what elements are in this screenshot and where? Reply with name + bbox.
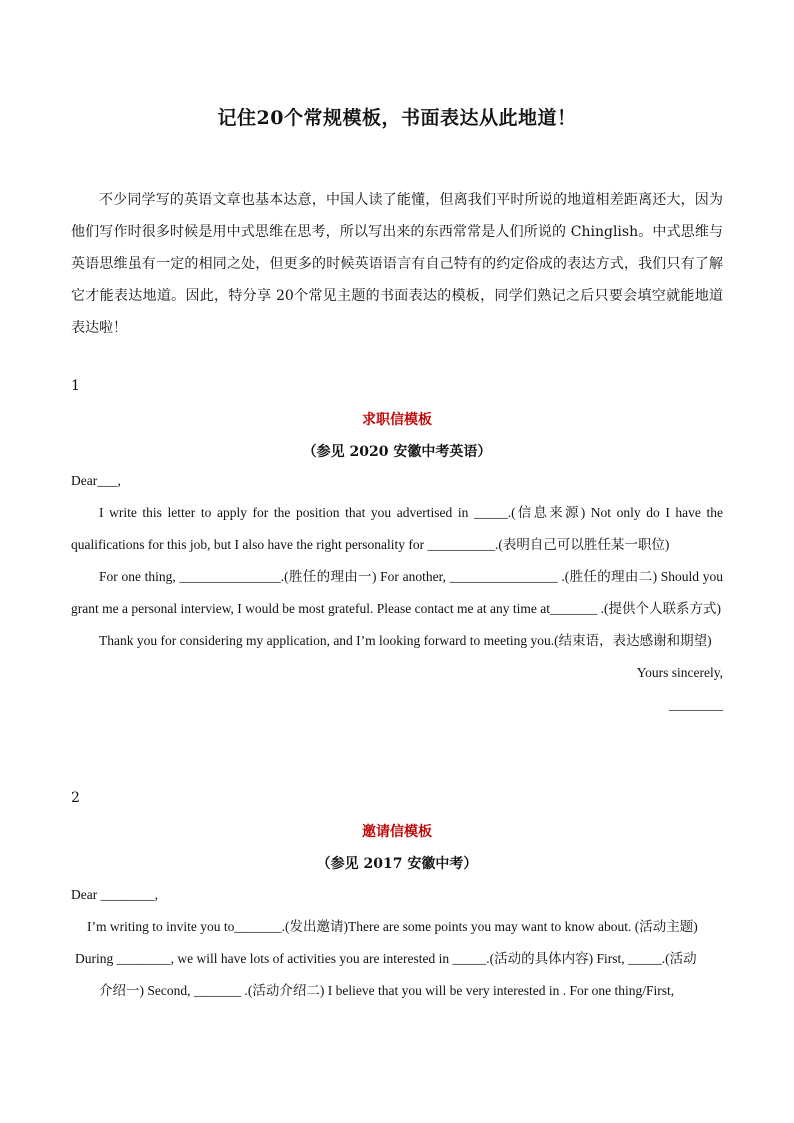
section-number: 1	[71, 378, 80, 394]
page-title: 记住20个常规模板，书面表达从此地道！	[217, 107, 577, 129]
letter-paragraph: For one thing, _______________.(胜任的理由一) For another, ________________ .(胜任的理由二) Should you grant me a personal interview, I would be most grateful. Please contact me at any time at_______ .(提供个人联系方式)	[71, 569, 723, 616]
section-subtitle: （参见 2017 安徽中考）	[316, 856, 478, 872]
section-title: 邀请信模板	[362, 824, 432, 840]
intro-paragraph: 不少同学写的英语文章也基本达意，中国人读了能懂，但离我们平时所说的地道相差距离还大，因为他们写作时很多时候是用中式思维在思考，所以写出来的东西常常是人们所说的 Chinglish。中式思维与英语思维虽有一定的相同之处，但更多的时候英语语言有自己特有的约定俗成的表达方式，我们只有了解它才能表达地道。因此，特分享 20个常见主题的书面表达的模板，同学们熟记之后只要会填空就能地道表达啦！	[71, 192, 723, 336]
letter-template-job-application	[71, 465, 723, 721]
section-subtitle: （参见 2020 安徽中考英语）	[302, 444, 492, 460]
salutation: Dear___,	[71, 473, 121, 488]
letter-line: I’m writing to invite you to_______.(发出邀请)There are some points you may want to know about. (活动主题)	[87, 919, 698, 934]
section-number: 2	[71, 790, 80, 806]
letter-paragraph: I write this letter to apply for the position that you advertised in _____.(信息来源) Not only do I have the qualifications for this job, but I also have the right personality for __________.(表明自己可以胜任某一职位)	[71, 505, 723, 552]
letter-line: During ________, we will have lots of activities you are interested in _____.(活动的具体内容) First, _____.(活动	[75, 951, 697, 966]
letter-paragraph: Thank you for considering my application, and I’m looking forward to meeting you.(结束语，表达感谢和期望)	[99, 633, 712, 648]
section-title: 求职信模板	[362, 412, 432, 428]
signature-blank: ________	[669, 697, 723, 712]
closing: Yours sincerely,	[636, 665, 723, 680]
salutation: Dear ________,	[71, 887, 158, 902]
letter-line: 介绍一) Second, _______ .(活动介绍二) I believe that you will be very interested in . For one thing/First,	[99, 983, 675, 998]
letter-template-invitation	[71, 879, 723, 1007]
